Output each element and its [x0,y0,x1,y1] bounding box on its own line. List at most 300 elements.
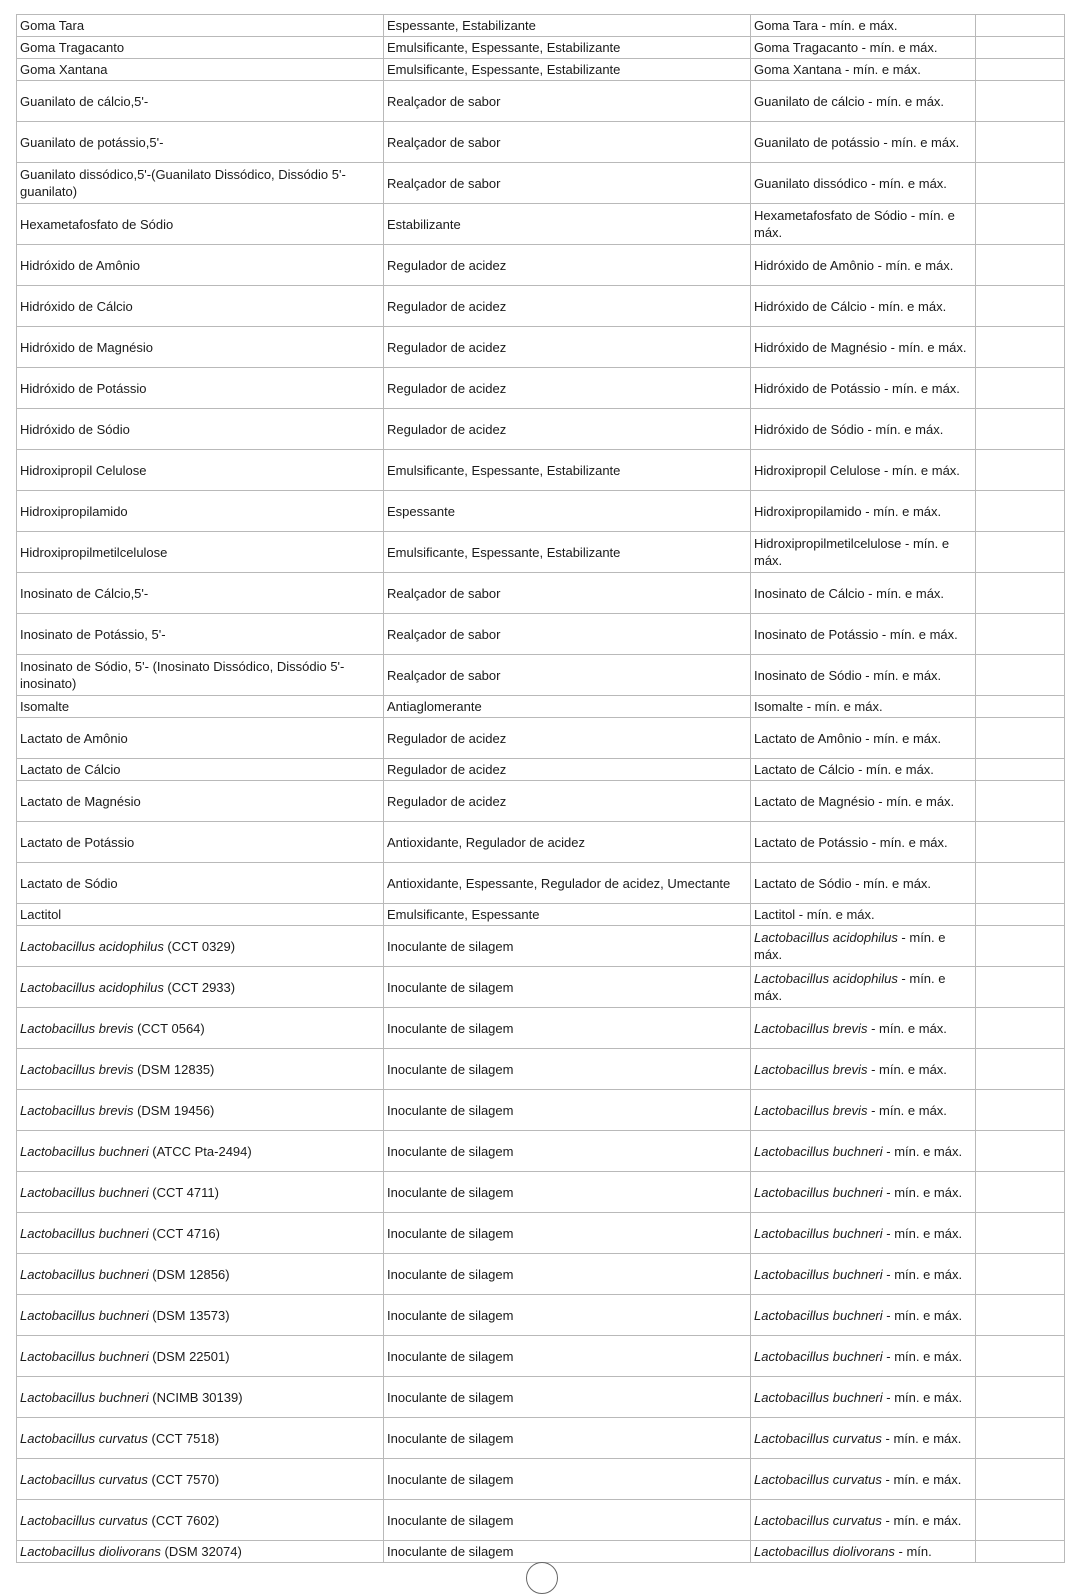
species-name: Lactobacillus curvatus [754,1471,882,1487]
species-name: Lactobacillus brevis [20,1061,134,1077]
cell-text: - mín. e máx. [867,1061,947,1077]
limit-cell [751,967,976,1008]
cell-text: - mín. e máx. [881,1471,962,1487]
limit-cell [751,286,976,327]
cell-text: Inosinato de Sódio - mín. e máx. [754,667,942,683]
cell-text: - mín. e máx. [882,1225,963,1241]
limit-cell [751,926,976,967]
table-row [17,81,1065,122]
additive-name-cell [17,1500,384,1541]
cell-text: Hidróxido de Amônio [20,257,140,273]
cell-text: Guanilato de cálcio - mín. e máx. [754,93,945,109]
additive-name-cell [17,655,384,696]
function-cell: Inoculante de silagem [384,926,751,967]
empty-cell [976,967,1065,1008]
additive-name-cell [17,573,384,614]
cell-text: (ATCC Pta-2494) [148,1143,252,1159]
additive-name-cell [17,1377,384,1418]
table-row [17,759,1065,781]
empty-cell [976,15,1065,37]
limit-cell [751,781,976,822]
additive-name-cell [17,1213,384,1254]
empty-cell [976,1049,1065,1090]
additive-name-cell [17,491,384,532]
empty-cell [976,122,1065,163]
table-row [17,245,1065,286]
function-cell: Inoculante de silagem [384,967,751,1008]
function-cell: Inoculante de silagem [384,1541,751,1563]
limit-cell [751,204,976,245]
additive-name-cell [17,718,384,759]
additive-name-cell [17,59,384,81]
cell-text: Hidróxido de Amônio - mín. e máx. [754,257,954,273]
function-cell: Realçador de sabor [384,122,751,163]
species-name: Lactobacillus brevis [20,1020,134,1036]
cell-text: Inosinato de Sódio, 5'- (Inosinato Dissódico, Dissódio 5'-inosinato) [20,659,345,691]
function-cell: Realçador de sabor [384,614,751,655]
limit-cell [751,1377,976,1418]
cell-text: (DSM 12856) [148,1266,230,1282]
cell-text: Lactato de Potássio - mín. e máx. [754,834,948,850]
additive-name-cell [17,1049,384,1090]
species-name: Lactobacillus acidophilus [754,971,898,986]
empty-cell [976,491,1065,532]
limit-cell [751,718,976,759]
limit-cell [751,1459,976,1500]
limit-cell [751,863,976,904]
function-cell: Emulsificante, Espessante [384,904,751,926]
additive-name-cell [17,1090,384,1131]
species-name: Lactobacillus buchneri [754,1266,883,1282]
species-name: Lactobacillus curvatus [20,1471,148,1487]
species-name: Lactobacillus curvatus [754,1512,882,1528]
function-cell: Inoculante de silagem [384,1213,751,1254]
empty-cell [976,1131,1065,1172]
species-name: Lactobacillus buchneri [20,1389,149,1405]
cell-text: Hidróxido de Magnésio - mín. e máx. [754,339,967,355]
limit-cell [751,409,976,450]
function-cell: Antiaglomerante [384,696,751,718]
limit-cell [751,37,976,59]
limit-cell [751,491,976,532]
additive-name-cell [17,327,384,368]
additive-name-cell [17,926,384,967]
function-cell: Regulador de acidez [384,245,751,286]
cell-text: Lactato de Amônio [20,730,128,746]
limit-cell [751,532,976,573]
additive-name-cell [17,163,384,204]
cell-text: Isomalte [20,699,70,714]
empty-cell [976,532,1065,573]
species-name: Lactobacillus buchneri [20,1348,149,1364]
function-cell: Realçador de sabor [384,81,751,122]
empty-cell [976,655,1065,696]
table-row [17,368,1065,409]
table-row [17,718,1065,759]
empty-cell [976,245,1065,286]
table-row [17,904,1065,926]
function-cell: Estabilizante [384,204,751,245]
cell-text: (CCT 0329) [163,938,236,954]
cell-text: Inosinato de Potássio - mín. e máx. [754,626,958,642]
empty-cell [976,614,1065,655]
additive-name-cell [17,1459,384,1500]
cell-text: - mín. e máx. [882,1307,963,1323]
cell-text: - mín. e máx. [754,971,946,1003]
cell-text: Hexametafosfato de Sódio [20,216,174,232]
cell-text: - mín. e máx. [754,930,946,962]
species-name: Lactobacillus acidophilus [20,938,164,954]
additive-name-cell [17,81,384,122]
cell-text: - mín. e máx. [881,1512,962,1528]
function-cell: Inoculante de silagem [384,1131,751,1172]
table-row [17,491,1065,532]
cell-text: Goma Tara [20,18,85,33]
empty-cell [976,904,1065,926]
table-row [17,1172,1065,1213]
function-cell: Regulador de acidez [384,718,751,759]
empty-cell [976,1377,1065,1418]
species-name: Lactobacillus buchneri [754,1225,883,1241]
cell-text: Guanilato dissódico,5'-(Guanilato Dissódico, Dissódio 5'-guanilato) [20,167,346,199]
empty-cell [976,759,1065,781]
table-row [17,1049,1065,1090]
cell-text: - mín. e máx. [882,1184,963,1200]
cell-text: Lactato de Magnésio - mín. e máx. [754,793,955,809]
table-row [17,573,1065,614]
cell-text: - mín. e máx. [882,1143,963,1159]
cell-text: Hidróxido de Cálcio - mín. e máx. [754,298,947,314]
limit-cell [751,59,976,81]
species-name: Lactobacillus buchneri [20,1266,149,1282]
cell-text: (CCT 0564) [133,1020,205,1036]
cell-text: - mín. e máx. [882,1266,963,1282]
additive-name-cell [17,1336,384,1377]
table-row [17,450,1065,491]
function-cell: Antioxidante, Espessante, Regulador de acidez, Umectante [384,863,751,904]
table-row [17,1336,1065,1377]
empty-cell [976,409,1065,450]
limit-cell [751,81,976,122]
function-cell: Inoculante de silagem [384,1172,751,1213]
additive-name-cell [17,759,384,781]
cell-text: Lactato de Sódio - mín. e máx. [754,875,932,891]
cell-text: Guanilato de cálcio,5'- [20,93,149,109]
additive-name-cell [17,532,384,573]
function-cell: Emulsificante, Espessante, Estabilizante [384,450,751,491]
limit-cell [751,1295,976,1336]
limit-cell [751,1418,976,1459]
cell-text: Inosinato de Potássio, 5'- [20,626,166,642]
limit-cell [751,655,976,696]
cell-text: - mín. e máx. [867,1020,947,1036]
function-cell: Espessante [384,491,751,532]
empty-cell [976,368,1065,409]
function-cell: Inoculante de silagem [384,1295,751,1336]
table-row [17,1254,1065,1295]
additive-name-cell [17,409,384,450]
cell-text: Hidroxipropil Celulose [20,462,147,478]
additive-name-cell [17,245,384,286]
table-row [17,409,1065,450]
additive-name-cell [17,15,384,37]
function-cell: Emulsificante, Espessante, Estabilizante [384,532,751,573]
species-name: Lactobacillus buchneri [754,1389,883,1405]
cell-text: - mín. e máx. [881,1430,962,1446]
limit-cell [751,1131,976,1172]
table-row [17,655,1065,696]
cell-text: Goma Tragacanto - mín. e máx. [754,40,938,55]
cell-text: Hidroxipropilamido [20,503,128,519]
table-row [17,1459,1065,1500]
species-name: Lactobacillus buchneri [754,1348,883,1364]
species-name: Lactobacillus buchneri [20,1143,149,1159]
function-cell: Inoculante de silagem [384,1377,751,1418]
cell-text: Lactitol [20,907,62,922]
species-name: Lactobacillus buchneri [20,1307,149,1323]
species-name: Lactobacillus brevis [754,1020,868,1036]
empty-cell [976,327,1065,368]
limit-cell [751,614,976,655]
function-cell: Inoculante de silagem [384,1049,751,1090]
table-row [17,163,1065,204]
empty-cell [976,822,1065,863]
empty-cell [976,204,1065,245]
empty-cell [976,1459,1065,1500]
cell-text: Guanilato dissódico - mín. e máx. [754,175,947,191]
additive-name-cell [17,696,384,718]
additive-name-cell [17,1008,384,1049]
cell-text: Goma Tragacanto [20,40,125,55]
page-number-circle [526,1562,558,1594]
additives-table [16,14,1065,1563]
empty-cell [976,450,1065,491]
additive-name-cell [17,1541,384,1563]
additive-name-cell [17,204,384,245]
limit-cell [751,1336,976,1377]
cell-text: Goma Tara - mín. e máx. [754,18,898,33]
species-name: Lactobacillus diolivorans [20,1544,161,1559]
table-row [17,1418,1065,1459]
empty-cell [976,1336,1065,1377]
cell-text: Lactato de Sódio [20,875,118,891]
cell-text: Guanilato de potássio,5'- [20,134,164,150]
empty-cell [976,863,1065,904]
function-cell: Regulador de acidez [384,368,751,409]
cell-text: Inosinato de Cálcio,5'- [20,585,149,601]
additive-name-cell [17,1295,384,1336]
cell-text: (CCT 2933) [163,979,236,995]
additive-name-cell [17,614,384,655]
table-row [17,967,1065,1008]
cell-text: - mín. e máx. [882,1348,963,1364]
limit-cell [751,327,976,368]
cell-text: (DSM 32074) [160,1544,242,1559]
function-cell: Realçador de sabor [384,163,751,204]
additive-name-cell [17,781,384,822]
cell-text: (NCIMB 30139) [148,1389,243,1405]
species-name: Lactobacillus acidophilus [754,930,898,945]
table-row [17,1377,1065,1418]
table-row [17,532,1065,573]
empty-cell [976,37,1065,59]
species-name: Lactobacillus buchneri [754,1184,883,1200]
cell-text: Guanilato de potássio - mín. e máx. [754,134,960,150]
empty-cell [976,1500,1065,1541]
function-cell: Realçador de sabor [384,655,751,696]
function-cell: Emulsificante, Espessante, Estabilizante [384,37,751,59]
species-name: Lactobacillus brevis [754,1061,868,1077]
cell-text: Lactato de Magnésio [20,793,141,809]
limit-cell [751,573,976,614]
table-row [17,327,1065,368]
additive-name-cell [17,37,384,59]
additive-name-cell [17,822,384,863]
table-row [17,863,1065,904]
cell-text: Hidroxipropilmetilcelulose - mín. e máx. [754,536,950,568]
empty-cell [976,781,1065,822]
function-cell: Regulador de acidez [384,409,751,450]
species-name: Lactobacillus curvatus [20,1430,148,1446]
function-cell: Inoculante de silagem [384,1090,751,1131]
function-cell: Realçador de sabor [384,573,751,614]
function-cell: Inoculante de silagem [384,1418,751,1459]
function-cell: Inoculante de silagem [384,1459,751,1500]
additive-name-cell [17,904,384,926]
cell-text: (CCT 7518) [147,1430,220,1446]
cell-text: Lactitol - mín. e máx. [754,907,875,922]
function-cell: Antioxidante, Regulador de acidez [384,822,751,863]
cell-text: - mín. e máx. [867,1102,947,1118]
limit-cell [751,368,976,409]
cell-text: Hidróxido de Potássio - mín. e máx. [754,380,960,396]
cell-text: Lactato de Cálcio [20,762,121,777]
additive-name-cell [17,1172,384,1213]
empty-cell [976,81,1065,122]
function-cell: Espessante, Estabilizante [384,15,751,37]
limit-cell [751,1049,976,1090]
cell-text: Inosinato de Cálcio - mín. e máx. [754,585,945,601]
cell-text: (CCT 4716) [148,1225,220,1241]
species-name: Lactobacillus brevis [20,1102,134,1118]
function-cell: Inoculante de silagem [384,1500,751,1541]
empty-cell [976,1213,1065,1254]
cell-text: Hidróxido de Sódio - mín. e máx. [754,421,944,437]
cell-text: Lactato de Amônio - mín. e máx. [754,730,942,746]
limit-cell [751,122,976,163]
cell-text: (DSM 22501) [148,1348,230,1364]
limit-cell [751,1172,976,1213]
function-cell: Regulador de acidez [384,759,751,781]
limit-cell [751,696,976,718]
cell-text: (CCT 7602) [147,1512,220,1528]
table-row [17,1541,1065,1563]
species-name: Lactobacillus curvatus [754,1430,882,1446]
species-name: Lactobacillus buchneri [754,1143,883,1159]
table-row [17,122,1065,163]
cell-text: Hidróxido de Potássio [20,380,147,396]
table-row [17,37,1065,59]
table-row [17,15,1065,37]
species-name: Lactobacillus buchneri [20,1225,149,1241]
empty-cell [976,573,1065,614]
species-name: Lactobacillus acidophilus [20,979,164,995]
table-row [17,822,1065,863]
cell-text: Hidróxido de Sódio [20,421,130,437]
empty-cell [976,163,1065,204]
empty-cell [976,1295,1065,1336]
table-row [17,696,1065,718]
cell-text: (CCT 4711) [148,1184,219,1200]
cell-text: Hidróxido de Magnésio [20,339,153,355]
cell-text: Hidroxipropil Celulose - mín. e máx. [754,462,960,478]
cell-text: Goma Xantana [20,62,108,77]
function-cell: Inoculante de silagem [384,1008,751,1049]
species-name: Lactobacillus curvatus [20,1512,148,1528]
limit-cell [751,1500,976,1541]
table-body [17,15,1065,1563]
empty-cell [976,286,1065,327]
table-row [17,781,1065,822]
function-cell: Regulador de acidez [384,286,751,327]
table-row [17,1090,1065,1131]
cell-text: (DSM 13573) [148,1307,230,1323]
cell-text: (CCT 7570) [147,1471,220,1487]
limit-cell [751,15,976,37]
cell-text: (DSM 12835) [133,1061,215,1077]
function-cell: Regulador de acidez [384,781,751,822]
table-row [17,1295,1065,1336]
cell-text: Hidroxipropilamido - mín. e máx. [754,503,942,519]
species-name: Lactobacillus buchneri [20,1184,149,1200]
additive-name-cell [17,967,384,1008]
function-cell: Regulador de acidez [384,327,751,368]
table-row [17,1008,1065,1049]
cell-text: Goma Xantana - mín. e máx. [754,62,921,77]
additive-name-cell [17,122,384,163]
cell-text: Hidróxido de Cálcio [20,298,133,314]
cell-text: Lactato de Potássio [20,834,135,850]
additive-name-cell [17,450,384,491]
additive-name-cell [17,286,384,327]
limit-cell [751,1254,976,1295]
additive-name-cell [17,1254,384,1295]
table-row [17,204,1065,245]
empty-cell [976,1090,1065,1131]
table-row [17,614,1065,655]
limit-cell [751,904,976,926]
additive-name-cell [17,1418,384,1459]
limit-cell [751,1008,976,1049]
cell-text: (DSM 19456) [133,1102,215,1118]
additive-name-cell [17,368,384,409]
species-name: Lactobacillus buchneri [754,1307,883,1323]
empty-cell [976,1172,1065,1213]
cell-text: Hidroxipropilmetilcelulose [20,544,168,560]
function-cell: Emulsificante, Espessante, Estabilizante [384,59,751,81]
cell-text: Isomalte - mín. e máx. [754,699,883,714]
species-name: Lactobacillus diolivorans [754,1544,895,1559]
empty-cell [976,1418,1065,1459]
table-row [17,1131,1065,1172]
table-row [17,926,1065,967]
limit-cell [751,163,976,204]
cell-text: Lactato de Cálcio - mín. e máx. [754,762,934,777]
limit-cell [751,1541,976,1563]
table-row [17,1213,1065,1254]
limit-cell [751,1090,976,1131]
limit-cell [751,822,976,863]
